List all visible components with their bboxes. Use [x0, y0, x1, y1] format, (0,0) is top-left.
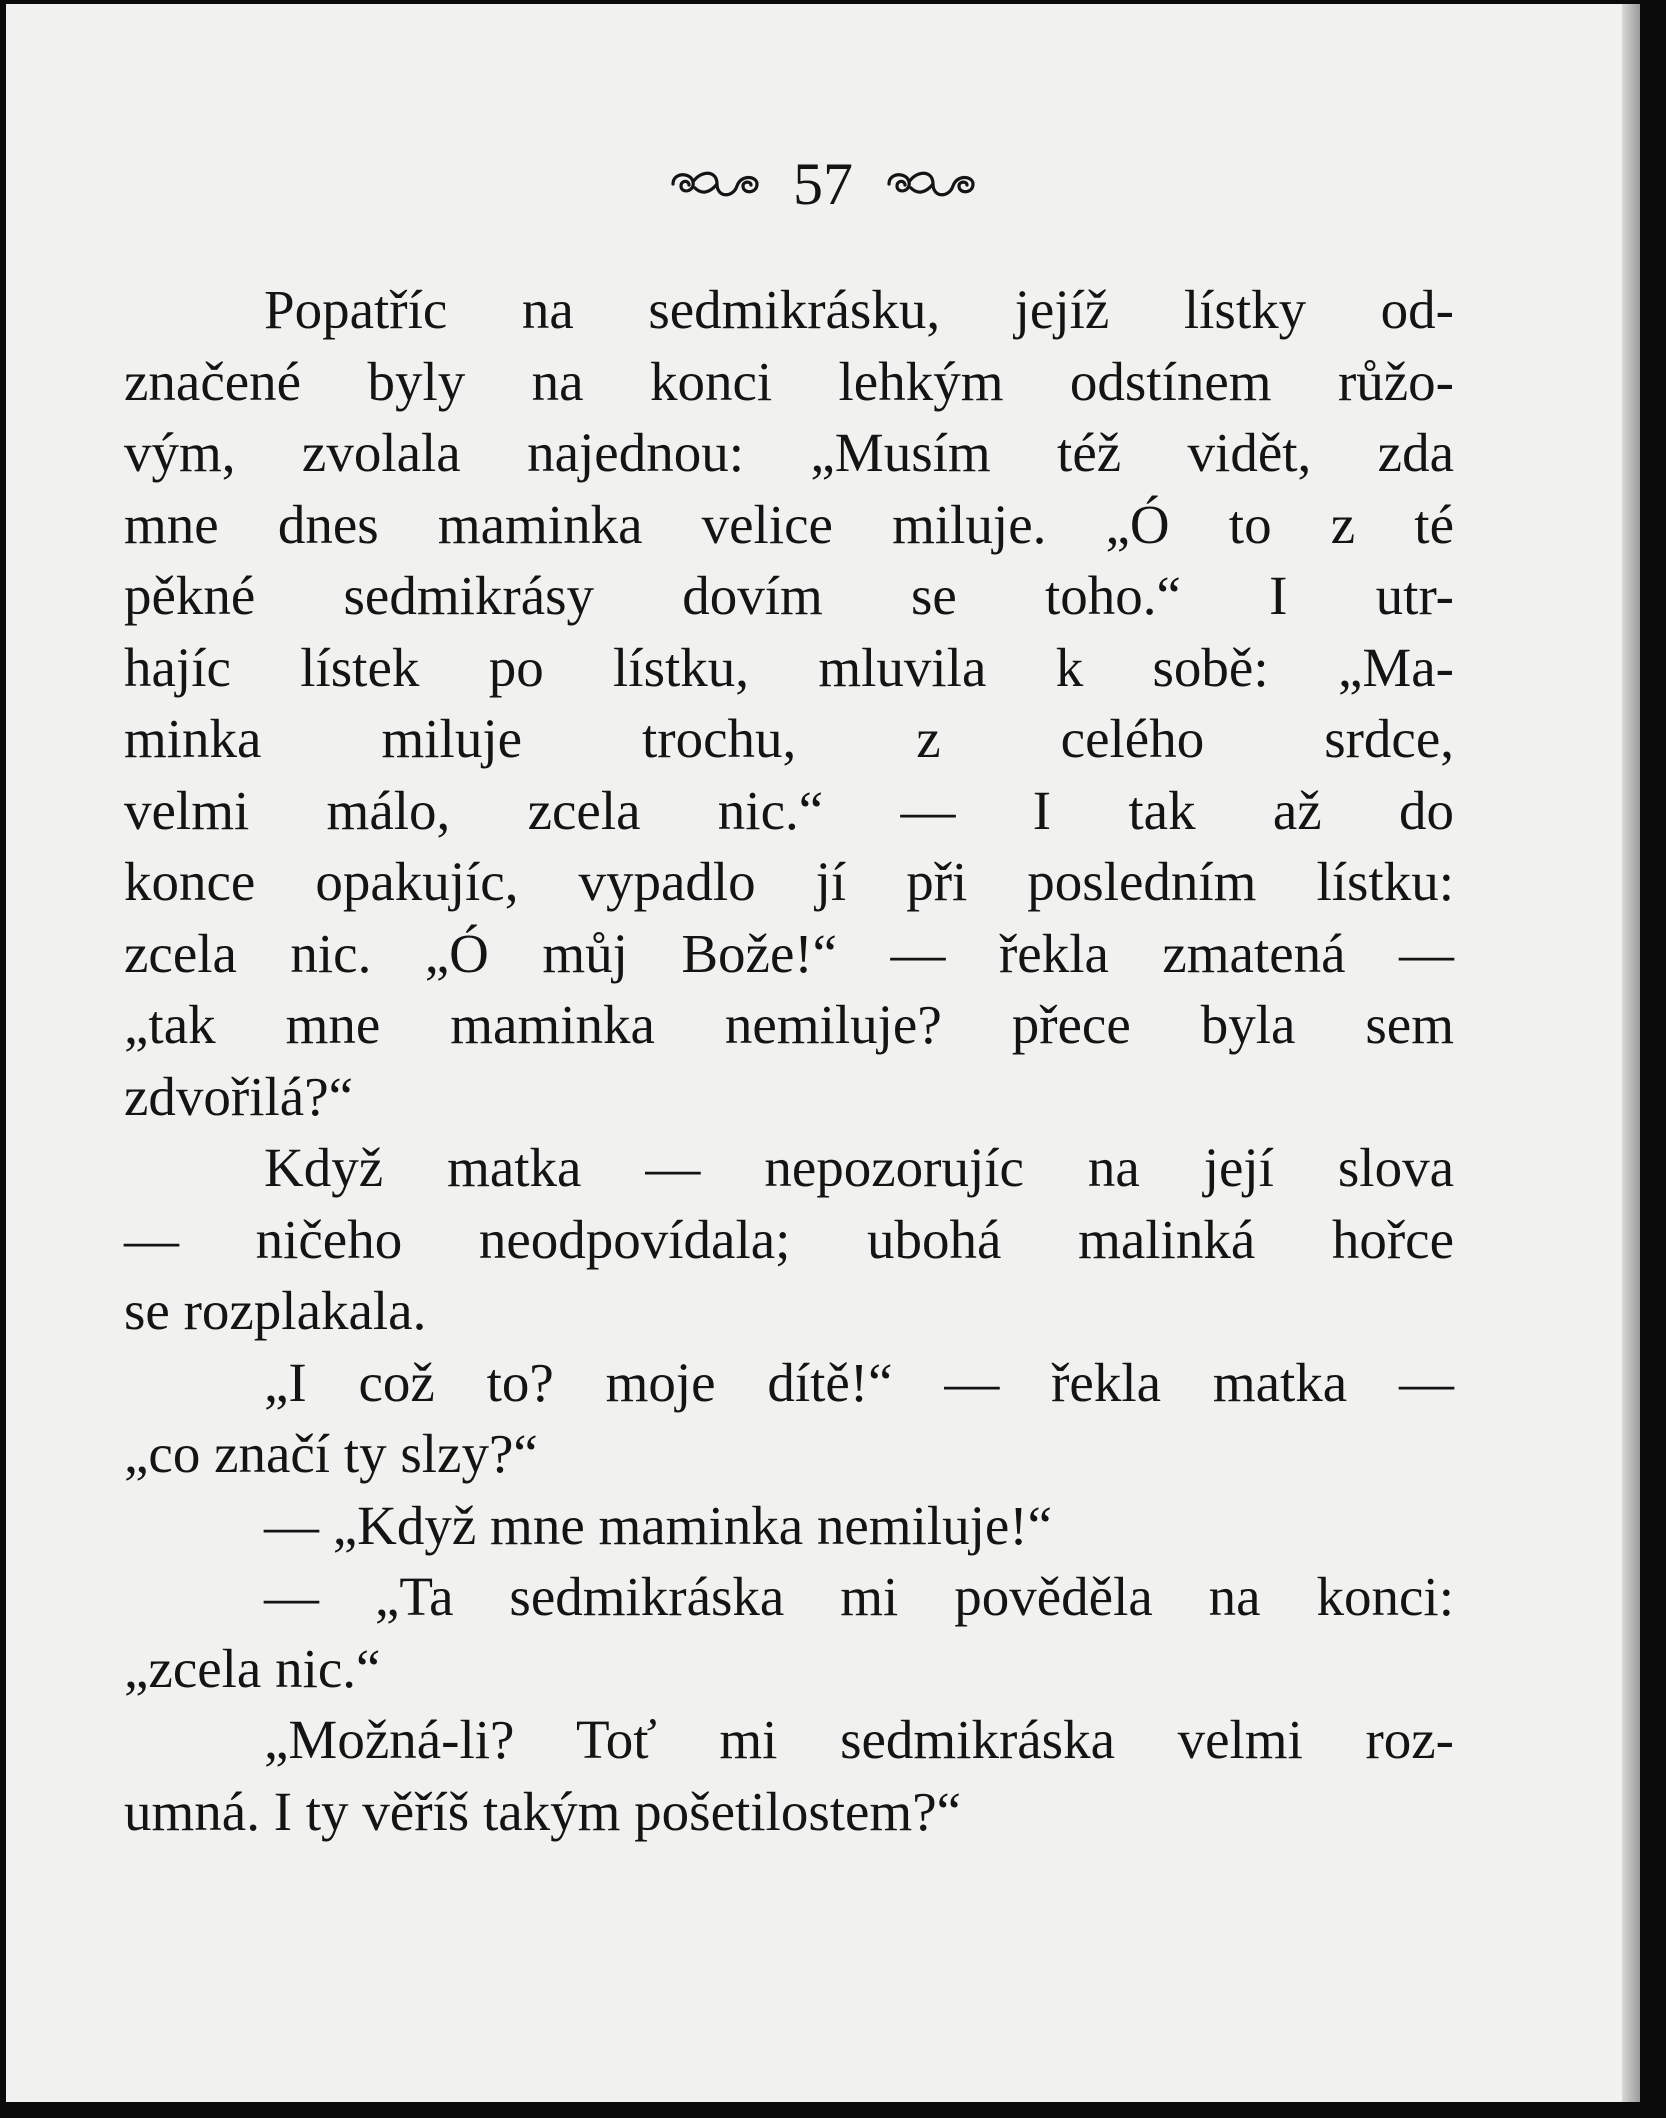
page-edge-shadow — [1622, 4, 1640, 2102]
ornament-scroll-icon — [665, 164, 765, 204]
text-line: vým, zvolala najednou: „Musím též vidět, zda — [124, 422, 1454, 483]
text-line: Popatříc na sedmikrásku, jejíž lístky od- — [264, 279, 1454, 340]
book-page — [6, 4, 1640, 2102]
text-line: „tak mne maminka nemiluje? přece byla sem — [124, 994, 1454, 1055]
page-header — [6, 151, 1640, 217]
ornament-scroll-icon — [881, 164, 981, 204]
text-line: minka miluje trochu, z celého srdce, — [124, 708, 1454, 769]
text-line: mne dnes maminka velice miluje. „Ó to z té — [124, 493, 1454, 555]
text-line: „co značí ty slzy?“ — [124, 1423, 538, 1484]
text-line: značené byly na konci lehkým odstínem růžo- — [124, 350, 1454, 412]
text-line: — „Ta sedmikráska mi pověděla na konci: — [264, 1566, 1454, 1627]
text-line: „Možná-li? Toť mi sedmikráska velmi roz- — [264, 1709, 1454, 1770]
text-line: „I což to? moje dítě!“ — řekla matka — — [264, 1351, 1454, 1413]
text-line: konce opakujíc, vypadlo jí při posledním lístku: — [124, 851, 1454, 912]
text-line: hajíc lístek po lístku, mluvila k sobě: „Ma- — [124, 636, 1454, 698]
text-line: — ničeho neodpovídala; ubohá malinká hořce — [124, 1208, 1454, 1270]
text-line: velmi málo, zcela nic.“ — I tak až do — [124, 779, 1454, 841]
text-line: zcela nic. „Ó můj Bože!“ — řekla zmatená — — [124, 922, 1454, 984]
body-text — [124, 274, 1454, 1847]
text-line: — „Když mne maminka nemiluje!“ — [264, 1494, 1053, 1556]
page-number: 57 — [793, 151, 853, 217]
text-line: pěkné sedmikrásy dovím se toho.“ I utr- — [124, 565, 1454, 626]
text-line: umná. I ty věříš takým pošetilostem?“ — [124, 1780, 962, 1842]
text-line: se rozplakala. — [124, 1280, 427, 1341]
text-line: „zcela nic.“ — [124, 1637, 381, 1699]
text-line: zdvořilá?“ — [124, 1065, 354, 1127]
text-line: Když matka — nepozorujíc na její slova — [264, 1137, 1454, 1198]
